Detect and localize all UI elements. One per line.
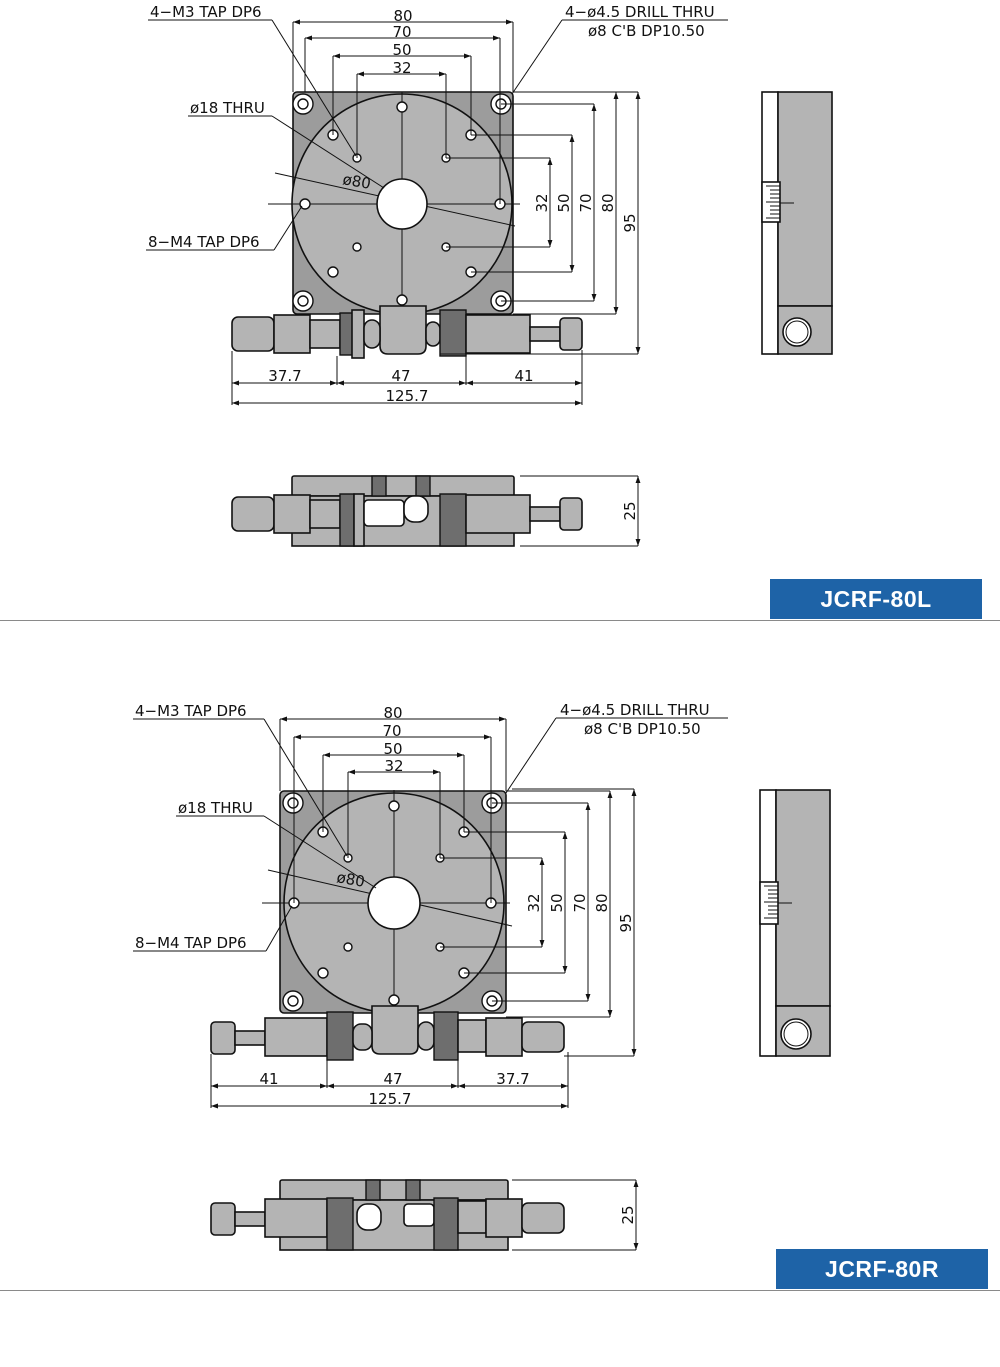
dim-32: 32 <box>384 757 404 775</box>
spring-plunger <box>426 310 582 356</box>
side-table <box>778 92 832 306</box>
drawing-jcrf-80l <box>146 3 832 546</box>
bottom-dimensions-80r <box>211 1052 568 1108</box>
front-view-80l <box>232 476 639 546</box>
callout-thru: ø18 THRU <box>190 99 265 117</box>
callout-m4-tap: 8−M4 TAP DP6 <box>148 233 260 251</box>
callout-circle: ø80 <box>335 868 367 891</box>
callout-m3-tap: 4−M3 TAP DP6 <box>150 3 262 21</box>
callout-drill-line2: ø8 C'B DP10.50 <box>584 720 701 738</box>
top-view-80r <box>211 790 564 1060</box>
model-badge-80l: JCRF-80L <box>770 579 982 619</box>
spring-plunger <box>211 1012 372 1060</box>
dim-41: 41 <box>514 367 534 385</box>
micrometer-head <box>418 1012 564 1060</box>
dim-37-7: 37.7 <box>496 1070 530 1088</box>
top-view-80l <box>232 92 582 358</box>
front-top-plate <box>280 1180 508 1200</box>
dim-70: 70 <box>382 722 402 740</box>
bottom-dimensions-80l <box>232 350 582 405</box>
side-view-80r <box>760 790 830 1056</box>
dim-v80: 80 <box>593 893 611 913</box>
dim-v32: 32 <box>525 893 543 913</box>
side-view-80l <box>762 92 832 354</box>
dim-37-7: 37.7 <box>268 367 302 385</box>
callout-drill-line1: 4−ø4.5 DRILL THRU <box>560 701 710 719</box>
dim-v50: 50 <box>548 893 566 913</box>
callout-circle: ø80 <box>341 170 373 193</box>
dim-80: 80 <box>393 7 413 25</box>
drive-tab <box>372 1006 418 1054</box>
front-view-80r <box>211 1180 637 1250</box>
dim-125-7: 125.7 <box>368 1090 412 1108</box>
dim-v32: 32 <box>533 193 551 213</box>
callout-m4-tap: 8−M4 TAP DP6 <box>135 934 247 952</box>
dim-v95: 95 <box>621 213 639 233</box>
dim-47: 47 <box>391 367 411 385</box>
dim-80: 80 <box>383 704 403 722</box>
dim-41: 41 <box>259 1070 279 1088</box>
dim-v70: 70 <box>577 193 595 213</box>
dim-height-25: 25 <box>619 1205 637 1225</box>
side-table <box>776 790 830 1006</box>
section-divider <box>0 620 1000 621</box>
dim-height-25: 25 <box>621 501 639 521</box>
center-thru-hole <box>368 877 420 929</box>
callout-m3-tap: 4−M3 TAP DP6 <box>135 702 247 720</box>
front-top-plate <box>292 476 514 496</box>
dim-70: 70 <box>392 23 412 41</box>
dim-125-7: 125.7 <box>385 387 429 405</box>
dim-32: 32 <box>392 59 412 77</box>
dim-47: 47 <box>383 1070 403 1088</box>
drive-tab <box>380 306 426 354</box>
dim-v95: 95 <box>617 913 635 933</box>
dim-v70: 70 <box>571 893 589 913</box>
callout-drill-line2: ø8 C'B DP10.50 <box>588 22 705 40</box>
drawing-jcrf-80r <box>133 701 830 1250</box>
center-thru-hole <box>377 179 427 229</box>
dim-v80: 80 <box>599 193 617 213</box>
model-badge-80r: JCRF-80R <box>776 1249 988 1289</box>
dim-v50: 50 <box>555 193 573 213</box>
callout-drill-line1: 4−ø4.5 DRILL THRU <box>565 3 715 21</box>
dim-50: 50 <box>392 41 412 59</box>
micrometer-head <box>232 310 380 358</box>
side-base <box>762 92 778 354</box>
callout-thru: ø18 THRU <box>178 799 253 817</box>
dim-50: 50 <box>383 740 403 758</box>
section-divider <box>0 1290 1000 1291</box>
